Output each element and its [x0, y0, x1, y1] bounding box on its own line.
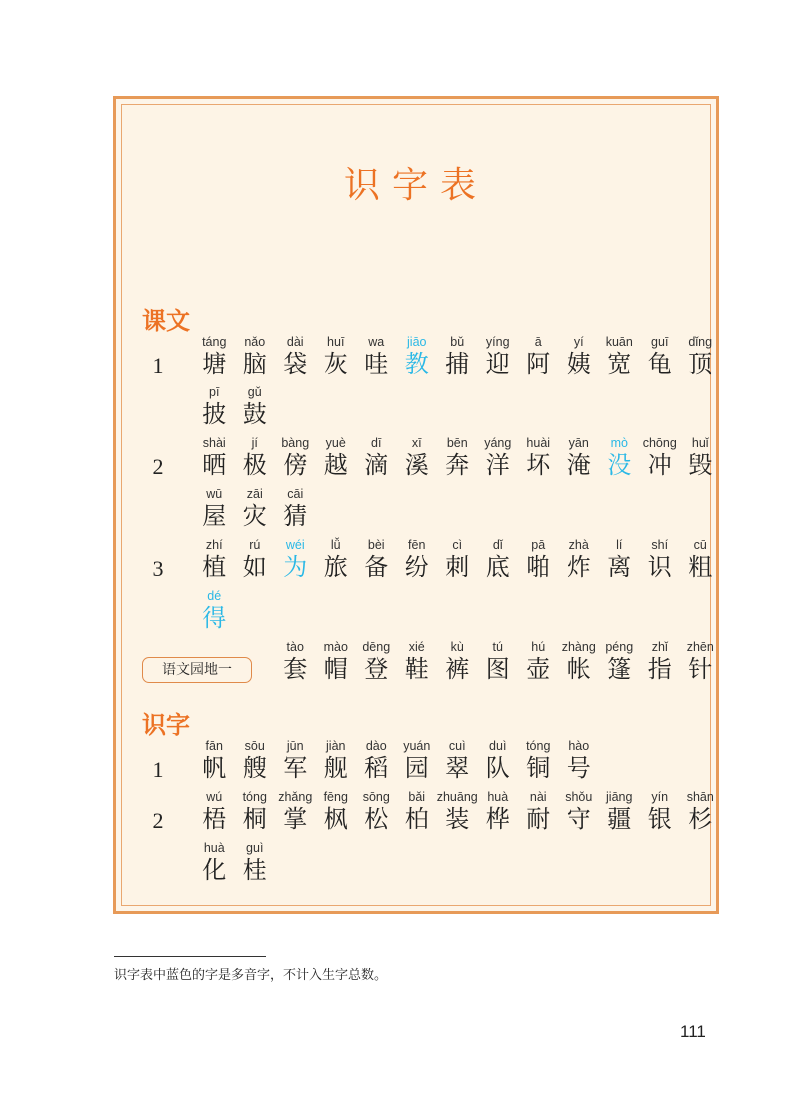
hanzi: 鼓 [242, 400, 267, 428]
hanzi: 刺 [445, 553, 470, 581]
hanzi: 备 [364, 553, 389, 581]
hanzi: 队 [485, 754, 510, 782]
pinyin: cuì [448, 739, 466, 753]
hanzi: 宽 [607, 350, 632, 378]
pinyin: yuán [403, 739, 431, 753]
lesson-number: 1 [152, 353, 164, 378]
hanzi: 教 [404, 350, 429, 378]
pinyin: zāi [246, 487, 263, 501]
pinyin: zhǎng [278, 790, 313, 804]
hanzi: 梧 [202, 805, 227, 833]
hanzi: 柏 [404, 805, 429, 833]
table-frame [113, 96, 719, 914]
pinyin: sōu [244, 739, 265, 753]
hanzi: 灾 [242, 502, 267, 530]
hanzi: 没 [607, 451, 632, 479]
char-list [194, 840, 275, 884]
hanzi: 塘 [202, 350, 227, 378]
hanzi: 捕 [445, 350, 470, 378]
pinyin: tóng [242, 790, 267, 804]
section-heading-shizi: 识字 [142, 710, 190, 739]
hanzi: 耐 [526, 805, 551, 833]
char-cell [235, 840, 276, 884]
char-cell [275, 486, 316, 530]
pinyin: hào [568, 739, 590, 753]
pinyin: xié [408, 640, 425, 654]
hanzi: 阿 [526, 350, 551, 378]
char-cell [235, 384, 276, 428]
pinyin: duì [489, 739, 507, 753]
pinyin: shǒu [565, 790, 593, 804]
hanzi: 纷 [404, 553, 429, 581]
hanzi: 松 [364, 805, 389, 833]
pinyin: bǔ [450, 335, 465, 349]
hanzi: 离 [607, 553, 632, 581]
char-list [194, 789, 721, 833]
hanzi: 如 [242, 553, 267, 581]
pinyin: shí [651, 538, 669, 552]
hanzi: 滴 [364, 451, 389, 479]
char-cell [680, 537, 721, 581]
pinyin: yíng [485, 335, 510, 349]
pinyin: fēn [408, 538, 426, 552]
pinyin: bèi [367, 538, 385, 552]
hanzi: 指 [647, 655, 672, 683]
hanzi: 鞋 [404, 655, 429, 683]
hanzi: 屋 [202, 502, 227, 530]
hanzi: 灰 [323, 350, 348, 378]
char-list [194, 384, 275, 428]
pinyin: péng [605, 640, 634, 654]
char-list [275, 639, 721, 683]
pinyin: mò [610, 436, 628, 450]
pinyin: yáng [484, 436, 512, 450]
pinyin: tú [492, 640, 503, 654]
pinyin: fēng [323, 790, 348, 804]
pinyin: wa [368, 335, 385, 349]
char-list [194, 486, 316, 530]
char-cell [680, 435, 721, 479]
hanzi: 守 [566, 805, 591, 833]
char-list [194, 435, 721, 479]
hanzi: 猜 [283, 502, 308, 530]
hanzi: 壶 [526, 655, 551, 683]
pinyin: bàng [281, 436, 310, 450]
hanzi: 枫 [323, 805, 348, 833]
section-heading-kewen: 课文 [142, 306, 190, 335]
hanzi: 化 [202, 856, 227, 884]
hanzi: 淹 [566, 451, 591, 479]
pinyin: guì [246, 841, 264, 855]
pinyin: jiāng [606, 790, 633, 804]
hanzi: 哇 [364, 350, 389, 378]
hanzi: 植 [202, 553, 227, 581]
hanzi: 迎 [485, 350, 510, 378]
pinyin: yí [573, 335, 584, 349]
hanzi: 桦 [485, 805, 510, 833]
hanzi: 舰 [323, 754, 348, 782]
pinyin: ā [534, 335, 542, 349]
pinyin: jūn [286, 739, 304, 753]
pinyin: dǐng [688, 335, 713, 349]
pinyin: nǎo [244, 335, 266, 349]
hanzi: 顶 [688, 350, 713, 378]
pinyin: kuān [605, 335, 633, 349]
garden-badge: 语文园地一 [142, 657, 252, 683]
char-list [194, 334, 721, 378]
pinyin: jiàn [326, 739, 346, 753]
pinyin: zhàng [561, 640, 596, 654]
hanzi: 毁 [688, 451, 713, 479]
hanzi: 冲 [647, 451, 672, 479]
pinyin: mào [323, 640, 348, 654]
pinyin: zhēn [686, 640, 714, 654]
hanzi: 洋 [485, 451, 510, 479]
pinyin: lí [616, 538, 623, 552]
page-title: 识字表 [343, 165, 488, 206]
pinyin: cì [452, 538, 463, 552]
pinyin: huà [203, 841, 225, 855]
lesson-number: 3 [152, 556, 164, 581]
hanzi: 针 [688, 655, 713, 683]
char-cell [680, 334, 721, 378]
hanzi: 得 [202, 604, 227, 632]
hanzi: 稻 [364, 754, 389, 782]
hanzi: 极 [242, 451, 267, 479]
table-panel [121, 104, 714, 906]
pinyin: dé [207, 589, 222, 603]
char-list [194, 738, 599, 782]
pinyin: hú [531, 640, 546, 654]
pinyin: pā [531, 538, 546, 552]
footnote-divider [114, 956, 266, 957]
pinyin: yān [568, 436, 589, 450]
hanzi: 银 [647, 805, 672, 833]
hanzi: 帐 [566, 655, 591, 683]
hanzi: 啪 [526, 553, 551, 581]
pinyin: zhuāng [436, 790, 478, 804]
hanzi: 套 [283, 655, 308, 683]
hanzi: 晒 [202, 451, 227, 479]
hanzi: 旅 [323, 553, 348, 581]
char-cell [559, 738, 600, 782]
pinyin: shài [202, 436, 226, 450]
hanzi: 越 [323, 451, 348, 479]
pinyin: táng [202, 335, 227, 349]
hanzi: 园 [404, 754, 429, 782]
pinyin: gǔ [247, 385, 262, 399]
footnote: 识字表中蓝色的字是多音字，不计入生字总数。 [114, 968, 388, 983]
hanzi: 桐 [242, 805, 267, 833]
pinyin: jí [251, 436, 258, 450]
pinyin: dǐ [492, 538, 503, 552]
pinyin: yín [651, 790, 669, 804]
pinyin: zhà [568, 538, 589, 552]
hanzi: 姨 [566, 350, 591, 378]
hanzi: 溪 [404, 451, 429, 479]
pinyin: wú [206, 790, 223, 804]
pinyin: chōng [642, 436, 677, 450]
pinyin: tào [286, 640, 304, 654]
hanzi: 炸 [566, 553, 591, 581]
hanzi: 号 [566, 754, 591, 782]
pinyin: huī [327, 335, 345, 349]
pinyin: dào [365, 739, 387, 753]
pinyin: lǚ [330, 538, 341, 552]
hanzi: 裤 [445, 655, 470, 683]
hanzi: 袋 [283, 350, 308, 378]
pinyin: tóng [526, 739, 551, 753]
hanzi: 帆 [202, 754, 227, 782]
hanzi: 披 [202, 400, 227, 428]
pinyin: xī [411, 436, 422, 450]
pinyin: cāi [287, 487, 304, 501]
pinyin: huài [526, 436, 551, 450]
hanzi: 坏 [526, 451, 551, 479]
hanzi: 杉 [688, 805, 713, 833]
pinyin: dài [286, 335, 304, 349]
hanzi: 桂 [242, 856, 267, 884]
pinyin: bēn [446, 436, 468, 450]
lesson-number: 1 [152, 757, 164, 782]
pinyin: zhǐ [651, 640, 668, 654]
pinyin: wéi [285, 538, 305, 552]
pinyin: zhí [205, 538, 223, 552]
hanzi: 疆 [607, 805, 632, 833]
char-cell [194, 588, 235, 632]
pinyin: pī [209, 385, 220, 399]
char-cell [680, 639, 721, 683]
hanzi: 翠 [445, 754, 470, 782]
hanzi: 装 [445, 805, 470, 833]
hanzi: 龟 [647, 350, 672, 378]
pinyin: huà [487, 790, 509, 804]
pinyin: jiāo [407, 335, 427, 349]
pinyin: fān [205, 739, 223, 753]
char-cell [680, 789, 721, 833]
hanzi: 为 [283, 553, 308, 581]
hanzi: 图 [485, 655, 510, 683]
hanzi: 底 [485, 553, 510, 581]
hanzi: 奔 [445, 451, 470, 479]
hanzi: 识 [647, 553, 672, 581]
pinyin: dēng [362, 640, 391, 654]
hanzi: 铜 [526, 754, 551, 782]
pinyin: guī [651, 335, 669, 349]
hanzi: 傍 [283, 451, 308, 479]
hanzi: 脑 [242, 350, 267, 378]
pinyin: shān [686, 790, 714, 804]
hanzi: 掌 [283, 805, 308, 833]
hanzi: 军 [283, 754, 308, 782]
char-list [194, 588, 235, 632]
pinyin: yuè [325, 436, 346, 450]
page-number: 111 [680, 1022, 706, 1041]
pinyin: kù [450, 640, 464, 654]
pinyin: dī [371, 436, 382, 450]
pinyin: sōng [362, 790, 390, 804]
pinyin: rú [249, 538, 261, 552]
hanzi: 帽 [323, 655, 348, 683]
pinyin: wū [206, 487, 223, 501]
hanzi: 篷 [607, 655, 632, 683]
pinyin: cū [693, 538, 707, 552]
lesson-number: 2 [152, 808, 164, 833]
hanzi: 粗 [688, 553, 713, 581]
pinyin: bǎi [408, 790, 426, 804]
pinyin: huǐ [691, 436, 709, 450]
lesson-number: 2 [152, 454, 164, 479]
hanzi: 登 [364, 655, 389, 683]
char-list [194, 537, 721, 581]
hanzi: 艘 [242, 754, 267, 782]
pinyin: nài [529, 790, 547, 804]
